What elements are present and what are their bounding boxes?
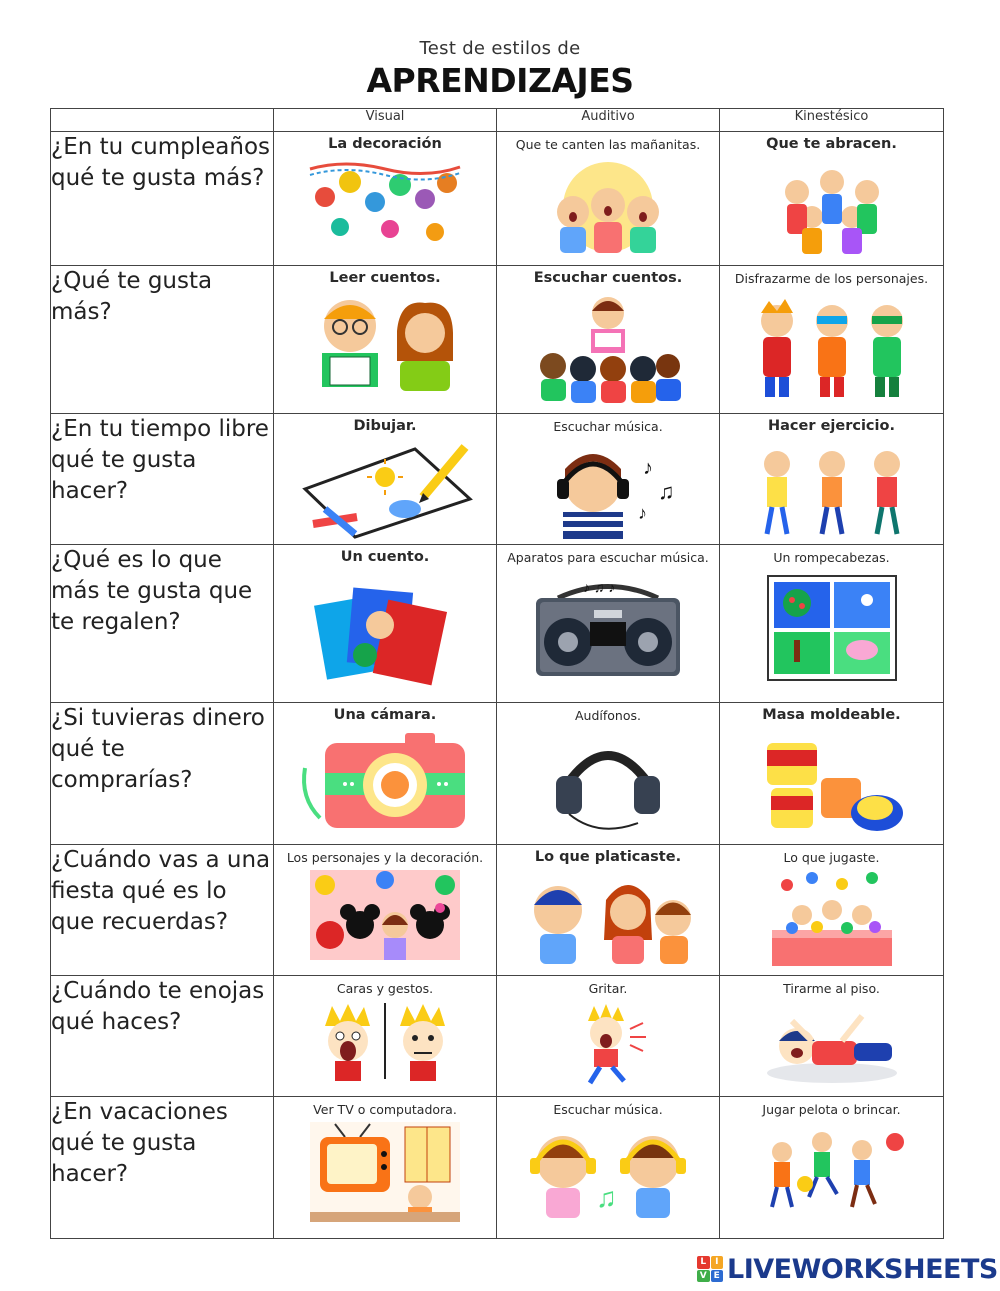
table-header-row <box>51 109 944 132</box>
learning-styles-table <box>50 108 944 1239</box>
option-kinestesico[interactable] <box>720 266 944 414</box>
option-label: Los personajes y la decoración. <box>286 850 484 865</box>
option-visual[interactable] <box>274 1097 497 1239</box>
table-row <box>51 1097 944 1239</box>
option-auditivo[interactable] <box>497 976 720 1097</box>
question-cell <box>51 845 274 976</box>
option-label: Un rompecabezas. <box>773 550 890 565</box>
option-auditivo[interactable] <box>497 1097 720 1239</box>
singing-children-icon <box>538 157 678 257</box>
column-header-kinestesico: Kinestésico <box>720 109 944 132</box>
option-visual[interactable] <box>274 845 497 976</box>
option-visual[interactable] <box>274 414 497 545</box>
option-label: Que te abracen. <box>766 136 897 152</box>
svg-text:♪: ♪ <box>638 503 647 523</box>
question-text: ¿Si tuvieras dinero qué te comprarías? <box>51 705 265 793</box>
option-kinestesico[interactable] <box>720 976 944 1097</box>
question-cell <box>51 414 274 545</box>
worksheet-header <box>0 38 1000 100</box>
option-auditivo[interactable] <box>497 266 720 414</box>
balloons-icon <box>305 157 465 257</box>
music-kids-icon <box>518 1122 698 1222</box>
question-cell <box>51 1097 274 1239</box>
svg-text:♫: ♫ <box>658 479 675 504</box>
question-cell <box>51 545 274 703</box>
question-cell <box>51 976 274 1097</box>
option-label: Que te canten las mañanitas. <box>515 137 701 152</box>
option-label: Leer cuentos. <box>329 270 441 286</box>
table-row <box>51 545 944 703</box>
column-header-visual: Visual <box>274 109 497 132</box>
headphones-girl-icon <box>533 439 683 539</box>
question-text: ¿En tu tiempo libre qué te gusta hacer? <box>51 416 269 504</box>
option-kinestesico[interactable] <box>720 845 944 976</box>
option-label: Una cámara. <box>333 707 437 723</box>
table-row <box>51 132 944 266</box>
table-row <box>51 414 944 545</box>
option-label: Gritar. <box>588 981 628 996</box>
camera-icon <box>295 728 475 833</box>
brand-name: LIVEWORKSHEETS <box>727 1253 998 1285</box>
boombox-icon <box>528 570 688 680</box>
option-kinestesico[interactable] <box>720 703 944 845</box>
option-auditivo[interactable] <box>497 845 720 976</box>
option-label: Audífonos. <box>575 708 641 723</box>
question-text: ¿En vacaciones qué te gusta hacer? <box>51 1099 228 1187</box>
option-label: Escuchar música. <box>553 1102 663 1117</box>
svg-text:♫: ♫ <box>596 1182 617 1213</box>
option-label: La decoración <box>328 136 442 152</box>
option-visual[interactable] <box>274 545 497 703</box>
option-label: Caras y gestos. <box>336 981 434 996</box>
option-label: Tirarme al piso. <box>783 981 880 996</box>
question-text: ¿Cuándo te enojas qué haces? <box>51 978 265 1035</box>
hugging-children-icon <box>767 157 897 257</box>
svg-text:♪: ♪ <box>643 457 653 479</box>
option-label: Ver TV o computadora. <box>313 1102 457 1117</box>
party-characters-icon <box>310 870 460 960</box>
option-kinestesico[interactable] <box>720 414 944 545</box>
ball-pit-icon <box>767 870 897 970</box>
question-cell <box>51 703 274 845</box>
drawing-icon <box>295 439 475 539</box>
tantrum-icon <box>762 1001 902 1086</box>
column-header-auditivo: Auditivo <box>497 109 720 132</box>
option-label: Disfrazarme de los personajes. <box>734 271 929 286</box>
reading-children-icon <box>300 291 470 406</box>
angry-faces-icon <box>310 1001 460 1081</box>
option-label: Masa moldeable. <box>762 707 901 723</box>
option-visual[interactable] <box>274 703 497 845</box>
option-auditivo[interactable] <box>497 703 720 845</box>
tv-icon <box>310 1122 460 1222</box>
option-kinestesico[interactable] <box>720 1097 944 1239</box>
playing-ball-icon <box>757 1122 907 1212</box>
exercise-kids-icon <box>747 439 917 539</box>
option-label: Hacer ejercicio. <box>768 418 895 434</box>
headphones-icon <box>538 728 678 833</box>
column-header-question <box>51 109 274 132</box>
storybooks-icon <box>310 570 460 690</box>
option-label: Dibujar. <box>353 418 417 434</box>
liveworksheets-mark-icon <box>697 1256 723 1282</box>
question-cell <box>51 132 274 266</box>
option-label: Aparatos para escuchar música. <box>507 550 709 565</box>
puzzle-icon <box>762 570 902 685</box>
option-label: Jugar pelota o brincar. <box>762 1102 901 1117</box>
table-row <box>51 266 944 414</box>
mark-letter: E <box>711 1270 724 1283</box>
mark-letter: L <box>697 1256 710 1269</box>
option-label: Escuchar cuentos. <box>533 270 683 286</box>
option-visual[interactable] <box>274 976 497 1097</box>
question-text: ¿Qué te gusta más? <box>51 268 213 325</box>
question-text: ¿En tu cumpleaños qué te gusta más? <box>51 134 271 191</box>
svg-text:♪ ♫ ♪: ♪ ♫ ♪ <box>583 579 616 595</box>
shouting-boy-icon <box>558 1001 658 1086</box>
option-label: Lo que jugaste. <box>783 850 880 865</box>
option-visual[interactable] <box>274 132 497 266</box>
storytelling-icon <box>533 291 683 406</box>
superhero-kids-icon <box>747 291 917 401</box>
option-label: Escuchar música. <box>553 419 663 434</box>
question-text: ¿Cuándo vas a una fiesta qué es lo que recuerdas? <box>51 847 271 935</box>
chatting-girls-icon <box>518 870 698 965</box>
table-row <box>51 845 944 976</box>
mark-letter: V <box>697 1270 710 1283</box>
play-dough-icon <box>757 728 907 838</box>
option-label: Lo que platicaste. <box>534 849 682 865</box>
option-label: Un cuento. <box>340 549 430 565</box>
question-text: ¿Qué es lo que más te gusta que te regalen? <box>51 547 253 635</box>
mark-letter: I <box>711 1256 724 1269</box>
worksheet-title: APRENDIZAJES <box>366 61 634 100</box>
table-row <box>51 703 944 845</box>
table-row <box>51 976 944 1097</box>
option-auditivo[interactable] <box>497 132 720 266</box>
option-auditivo[interactable] <box>497 545 720 703</box>
question-cell <box>51 266 274 414</box>
option-kinestesico[interactable] <box>720 132 944 266</box>
worksheet-subtitle: Test de estilos de <box>419 38 581 59</box>
option-visual[interactable] <box>274 266 497 414</box>
liveworksheets-logo <box>697 1254 998 1284</box>
option-kinestesico[interactable] <box>720 545 944 703</box>
option-auditivo[interactable] <box>497 414 720 545</box>
